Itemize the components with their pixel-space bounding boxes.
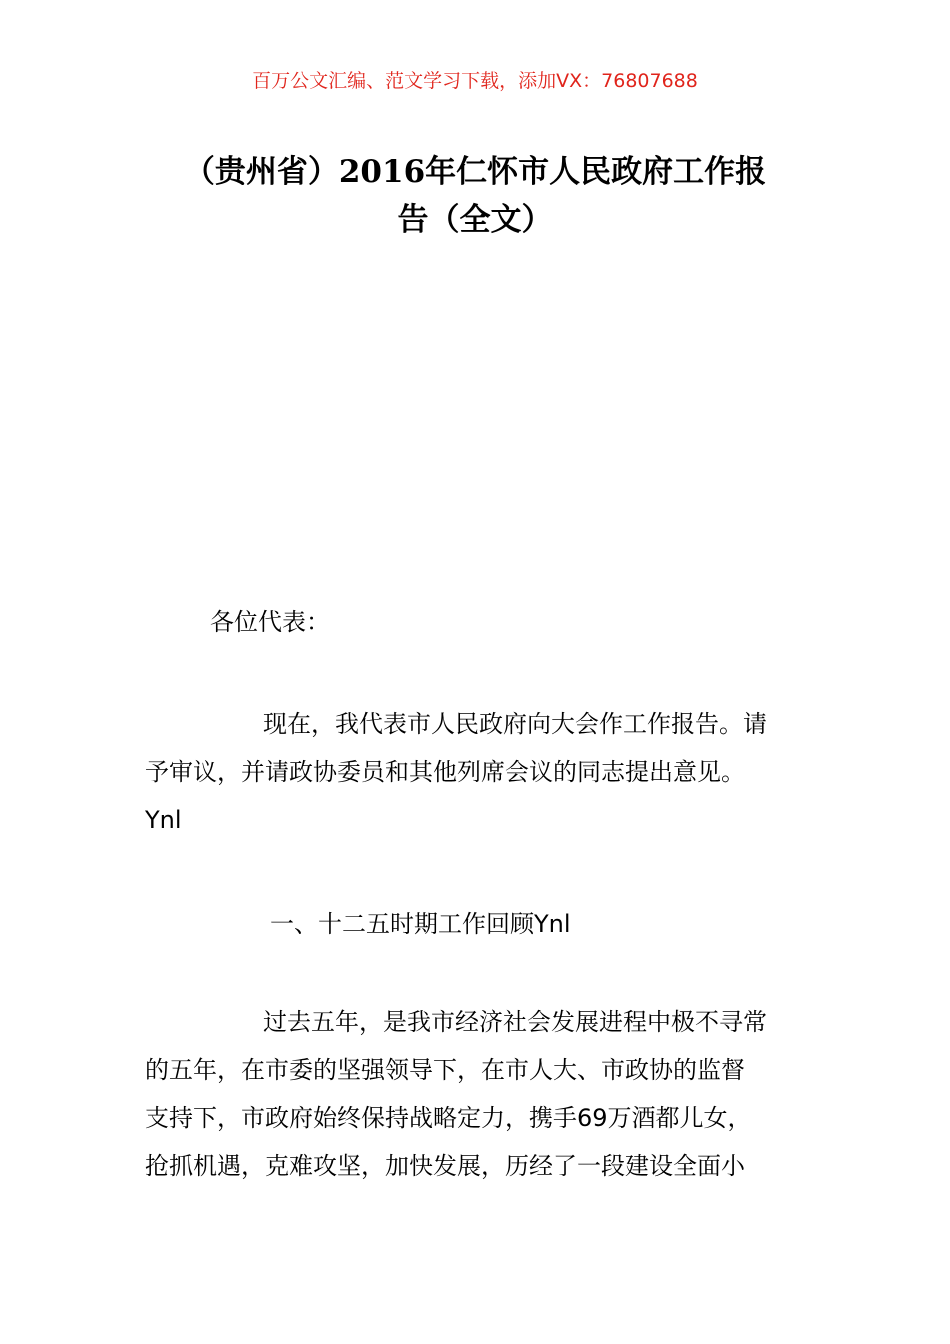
section-heading-text: 一、十二五时期工作回顾Ynl xyxy=(270,910,571,938)
document-title xyxy=(140,148,810,244)
paragraph-line: Ynl xyxy=(145,806,182,834)
paragraph-line: 抢抓机遇，克难攻坚，加快发展，历经了一段建设全面小 xyxy=(145,1152,745,1180)
paragraph-line: 的五年，在市委的坚强领导下，在市人大、市政协的监督 xyxy=(145,1056,745,1084)
paragraph-intro xyxy=(145,700,815,844)
section-heading xyxy=(145,900,815,948)
paragraph-line: 支持下，市政府始终保持战略定力，携手69万酒都儿女， xyxy=(145,1104,752,1132)
paragraph-review xyxy=(145,998,815,1190)
title-line-2: 告（全文） xyxy=(397,202,553,238)
paragraph-line: 予审议，并请政协委员和其他列席会议的同志提出意见。 xyxy=(145,758,745,786)
paragraph-line: 现在，我代表市人民政府向大会作工作报告。请 xyxy=(263,710,767,738)
salutation: 各位代表： xyxy=(210,608,330,636)
header-note: 百万公文汇编、范文学习下载，添加VX：76807688 xyxy=(252,70,698,92)
paragraph-line: 过去五年，是我市经济社会发展进程中极不寻常 xyxy=(263,1008,767,1036)
title-line-1: （贵州省）2016年仁怀市人民政府工作报 xyxy=(183,154,767,190)
